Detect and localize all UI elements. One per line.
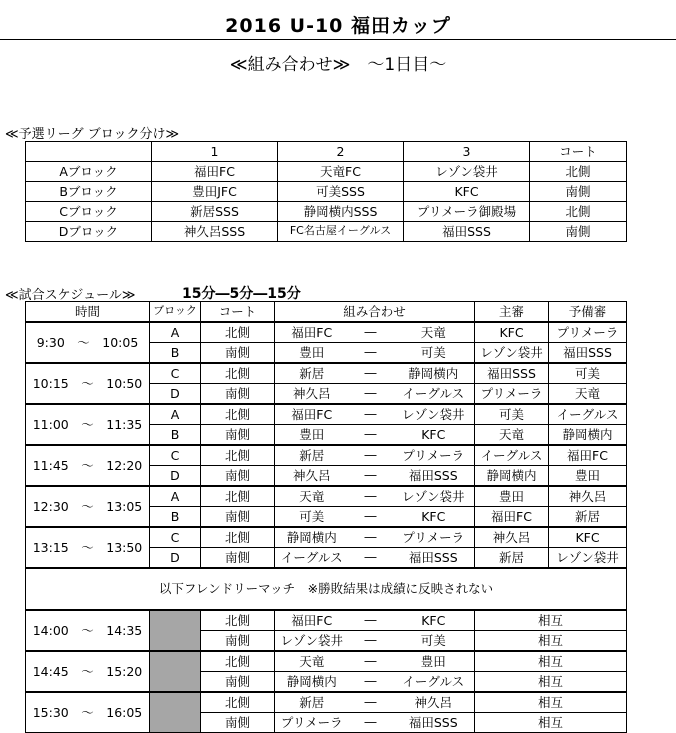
referee: イーグルス <box>475 445 549 466</box>
friendly-notice: 以下フレンドリーマッチ ※勝敗結果は成績に反映されない <box>26 568 627 610</box>
block-name: Aブロック <box>26 162 152 182</box>
away-team: プリメーラ <box>393 445 475 466</box>
sub-referee: レゾン袋井 <box>549 548 627 569</box>
time-slot: 9:30 ～ 10:05 <box>26 322 150 363</box>
court-cell: 南側 <box>201 631 275 652</box>
home-team: 福田FC <box>275 322 349 343</box>
time-slot: 15:30 ～ 16:05 <box>26 692 150 733</box>
court-cell: 南側 <box>201 384 275 405</box>
prelim-header-cell: コート <box>530 142 627 162</box>
versus-dash: ― <box>349 384 393 405</box>
block-cell-blank <box>150 651 201 692</box>
home-team: 神久呂 <box>275 384 349 405</box>
home-team: 福田FC <box>275 610 349 631</box>
away-team: KFC <box>393 425 475 446</box>
away-team: KFC <box>393 610 475 631</box>
friendly-row <box>26 610 627 631</box>
title-divider <box>0 39 676 40</box>
time-slot: 11:00 ～ 11:35 <box>26 404 150 445</box>
away-team: 豊田 <box>393 651 475 672</box>
court-cell: 北側 <box>201 651 275 672</box>
block-cell: B <box>150 343 201 364</box>
prelim-header-cell: 2 <box>278 142 404 162</box>
versus-dash: ― <box>349 527 393 548</box>
match-row <box>26 527 627 548</box>
referee: 福田SSS <box>475 363 549 384</box>
block-cell: C <box>150 445 201 466</box>
referee: 相互 <box>475 651 627 672</box>
versus-dash: ― <box>349 363 393 384</box>
page-subtitle: ≪組み合わせ≫ ～1日目～ <box>229 55 447 75</box>
referee: 相互 <box>475 713 627 733</box>
friendly-row <box>26 651 627 672</box>
block-name: Dブロック <box>26 222 152 242</box>
court-cell: 南側 <box>201 672 275 693</box>
home-team: 可美 <box>275 507 349 528</box>
block-name: Bブロック <box>26 182 152 202</box>
home-team: 新居 <box>275 692 349 713</box>
time-slot: 10:15 ～ 10:50 <box>26 363 150 404</box>
match-row <box>26 363 627 384</box>
referee: 可美 <box>475 404 549 425</box>
court-cell: 南側 <box>201 507 275 528</box>
prelim-block-table <box>25 141 627 242</box>
referee: 新居 <box>475 548 549 569</box>
court-cell: 北側 <box>530 162 627 182</box>
sub-referee: 福田SSS <box>549 343 627 364</box>
away-team: 可美 <box>393 343 475 364</box>
referee: 豊田 <box>475 486 549 507</box>
block-cell: A <box>150 486 201 507</box>
schedule-section-label: ≪試合スケジュール≫ <box>5 288 136 303</box>
court-cell: 南側 <box>201 713 275 733</box>
team-cell: FC名古屋イーグルス <box>278 222 404 242</box>
versus-dash: ― <box>349 425 393 446</box>
away-team: イーグルス <box>393 672 475 693</box>
court-cell: 南側 <box>201 466 275 487</box>
prelim-header-row <box>26 142 627 162</box>
block-cell: B <box>150 425 201 446</box>
home-team: プリメーラ <box>275 713 349 733</box>
away-team: 静岡横内 <box>393 363 475 384</box>
team-cell: 豊田JFC <box>152 182 278 202</box>
referee: プリメーラ <box>475 384 549 405</box>
sub-referee: 可美 <box>549 363 627 384</box>
team-cell: 静岡横内SSS <box>278 202 404 222</box>
versus-dash: ― <box>349 631 393 652</box>
prelim-section-label: ≪予選リーグ ブロック分け≫ <box>5 127 180 142</box>
block-cell: A <box>150 322 201 343</box>
referee: 福田FC <box>475 507 549 528</box>
versus-dash: ― <box>349 404 393 425</box>
prelim-header-cell: 3 <box>404 142 530 162</box>
court-cell: 北側 <box>201 527 275 548</box>
away-team: KFC <box>393 507 475 528</box>
header-court: コート <box>201 302 275 323</box>
home-team: 新居 <box>275 363 349 384</box>
away-team: レゾン袋井 <box>393 486 475 507</box>
match-row <box>26 322 627 343</box>
block-cell: A <box>150 404 201 425</box>
court-cell: 北側 <box>201 445 275 466</box>
away-team: 天竜 <box>393 322 475 343</box>
sub-referee: 豊田 <box>549 466 627 487</box>
sub-referee: 天竜 <box>549 384 627 405</box>
home-team: 天竜 <box>275 651 349 672</box>
friendly-notice-row <box>26 568 627 610</box>
match-schedule-table <box>25 301 627 733</box>
time-slot: 11:45 ～ 12:20 <box>26 445 150 486</box>
match-row <box>26 404 627 425</box>
header-time: 時間 <box>26 302 150 323</box>
referee: 相互 <box>475 631 627 652</box>
versus-dash: ― <box>349 610 393 631</box>
block-cell: D <box>150 466 201 487</box>
time-slot: 14:45 ～ 15:20 <box>26 651 150 692</box>
sub-referee: 静岡横内 <box>549 425 627 446</box>
versus-dash: ― <box>349 713 393 733</box>
header-block: ブロック <box>150 302 201 323</box>
away-team: プリメーラ <box>393 527 475 548</box>
team-cell: 新居SSS <box>152 202 278 222</box>
sub-referee: 神久呂 <box>549 486 627 507</box>
versus-dash: ― <box>349 692 393 713</box>
referee: 相互 <box>475 672 627 693</box>
prelim-header-cell <box>26 142 152 162</box>
versus-dash: ― <box>349 548 393 569</box>
team-cell: 福田FC <box>152 162 278 182</box>
block-cell: D <box>150 548 201 569</box>
away-team: 福田SSS <box>393 466 475 487</box>
home-team: 福田FC <box>275 404 349 425</box>
court-cell: 南側 <box>530 222 627 242</box>
home-team: レゾン袋井 <box>275 631 349 652</box>
prelim-row <box>26 202 627 222</box>
team-cell: プリメーラ御殿場 <box>404 202 530 222</box>
home-team: 豊田 <box>275 343 349 364</box>
court-cell: 南側 <box>201 548 275 569</box>
court-cell: 北側 <box>201 486 275 507</box>
court-cell: 北側 <box>530 202 627 222</box>
block-cell-blank <box>150 692 201 733</box>
referee: 静岡横内 <box>475 466 549 487</box>
versus-dash: ― <box>349 445 393 466</box>
court-cell: 北側 <box>201 692 275 713</box>
versus-dash: ― <box>349 651 393 672</box>
block-cell-blank <box>150 610 201 651</box>
page-title: 2016 U-10 福田カップ <box>225 15 451 37</box>
away-team: 福田SSS <box>393 548 475 569</box>
team-cell: 福田SSS <box>404 222 530 242</box>
referee: 相互 <box>475 692 627 713</box>
team-cell: 神久呂SSS <box>152 222 278 242</box>
sub-referee: プリメーラ <box>549 322 627 343</box>
versus-dash: ― <box>349 486 393 507</box>
home-team: 豊田 <box>275 425 349 446</box>
sub-referee: 新居 <box>549 507 627 528</box>
court-cell: 北側 <box>201 404 275 425</box>
home-team: 神久呂 <box>275 466 349 487</box>
header-referee: 主審 <box>475 302 549 323</box>
referee: 天竜 <box>475 425 549 446</box>
referee: レゾン袋井 <box>475 343 549 364</box>
match-format: 15分―5分―15分 <box>182 286 301 302</box>
match-row <box>26 445 627 466</box>
time-slot: 14:00 ～ 14:35 <box>26 610 150 651</box>
sub-referee: KFC <box>549 527 627 548</box>
court-cell: 北側 <box>201 610 275 631</box>
team-cell: KFC <box>404 182 530 202</box>
court-cell: 南側 <box>201 425 275 446</box>
prelim-row <box>26 162 627 182</box>
block-cell: C <box>150 363 201 384</box>
team-cell: 可美SSS <box>278 182 404 202</box>
court-cell: 北側 <box>201 322 275 343</box>
court-cell: 南側 <box>201 343 275 364</box>
home-team: 新居 <box>275 445 349 466</box>
prelim-header-cell: 1 <box>152 142 278 162</box>
sub-referee: イーグルス <box>549 404 627 425</box>
block-cell: D <box>150 384 201 405</box>
prelim-row <box>26 182 627 202</box>
versus-dash: ― <box>349 343 393 364</box>
versus-dash: ― <box>349 672 393 693</box>
referee: 神久呂 <box>475 527 549 548</box>
block-cell: C <box>150 527 201 548</box>
schedule-header-row <box>26 302 627 323</box>
home-team: イーグルス <box>275 548 349 569</box>
home-team: 天竜 <box>275 486 349 507</box>
versus-dash: ― <box>349 507 393 528</box>
time-slot: 13:15 ～ 13:50 <box>26 527 150 568</box>
prelim-row <box>26 222 627 242</box>
home-team: 静岡横内 <box>275 527 349 548</box>
header-matchup: 組み合わせ <box>275 302 475 323</box>
block-cell: B <box>150 507 201 528</box>
time-slot: 12:30 ～ 13:05 <box>26 486 150 527</box>
team-cell: レゾン袋井 <box>404 162 530 182</box>
home-team: 静岡横内 <box>275 672 349 693</box>
referee: KFC <box>475 322 549 343</box>
away-team: レゾン袋井 <box>393 404 475 425</box>
referee: 相互 <box>475 610 627 631</box>
versus-dash: ― <box>349 322 393 343</box>
court-cell: 南側 <box>530 182 627 202</box>
team-cell: 天竜FC <box>278 162 404 182</box>
header-sub-referee: 予備審 <box>549 302 627 323</box>
away-team: イーグルス <box>393 384 475 405</box>
friendly-row <box>26 692 627 713</box>
block-name: Cブロック <box>26 202 152 222</box>
court-cell: 北側 <box>201 363 275 384</box>
sub-referee: 福田FC <box>549 445 627 466</box>
away-team: 神久呂 <box>393 692 475 713</box>
versus-dash: ― <box>349 466 393 487</box>
away-team: 福田SSS <box>393 713 475 733</box>
away-team: 可美 <box>393 631 475 652</box>
match-row <box>26 486 627 507</box>
